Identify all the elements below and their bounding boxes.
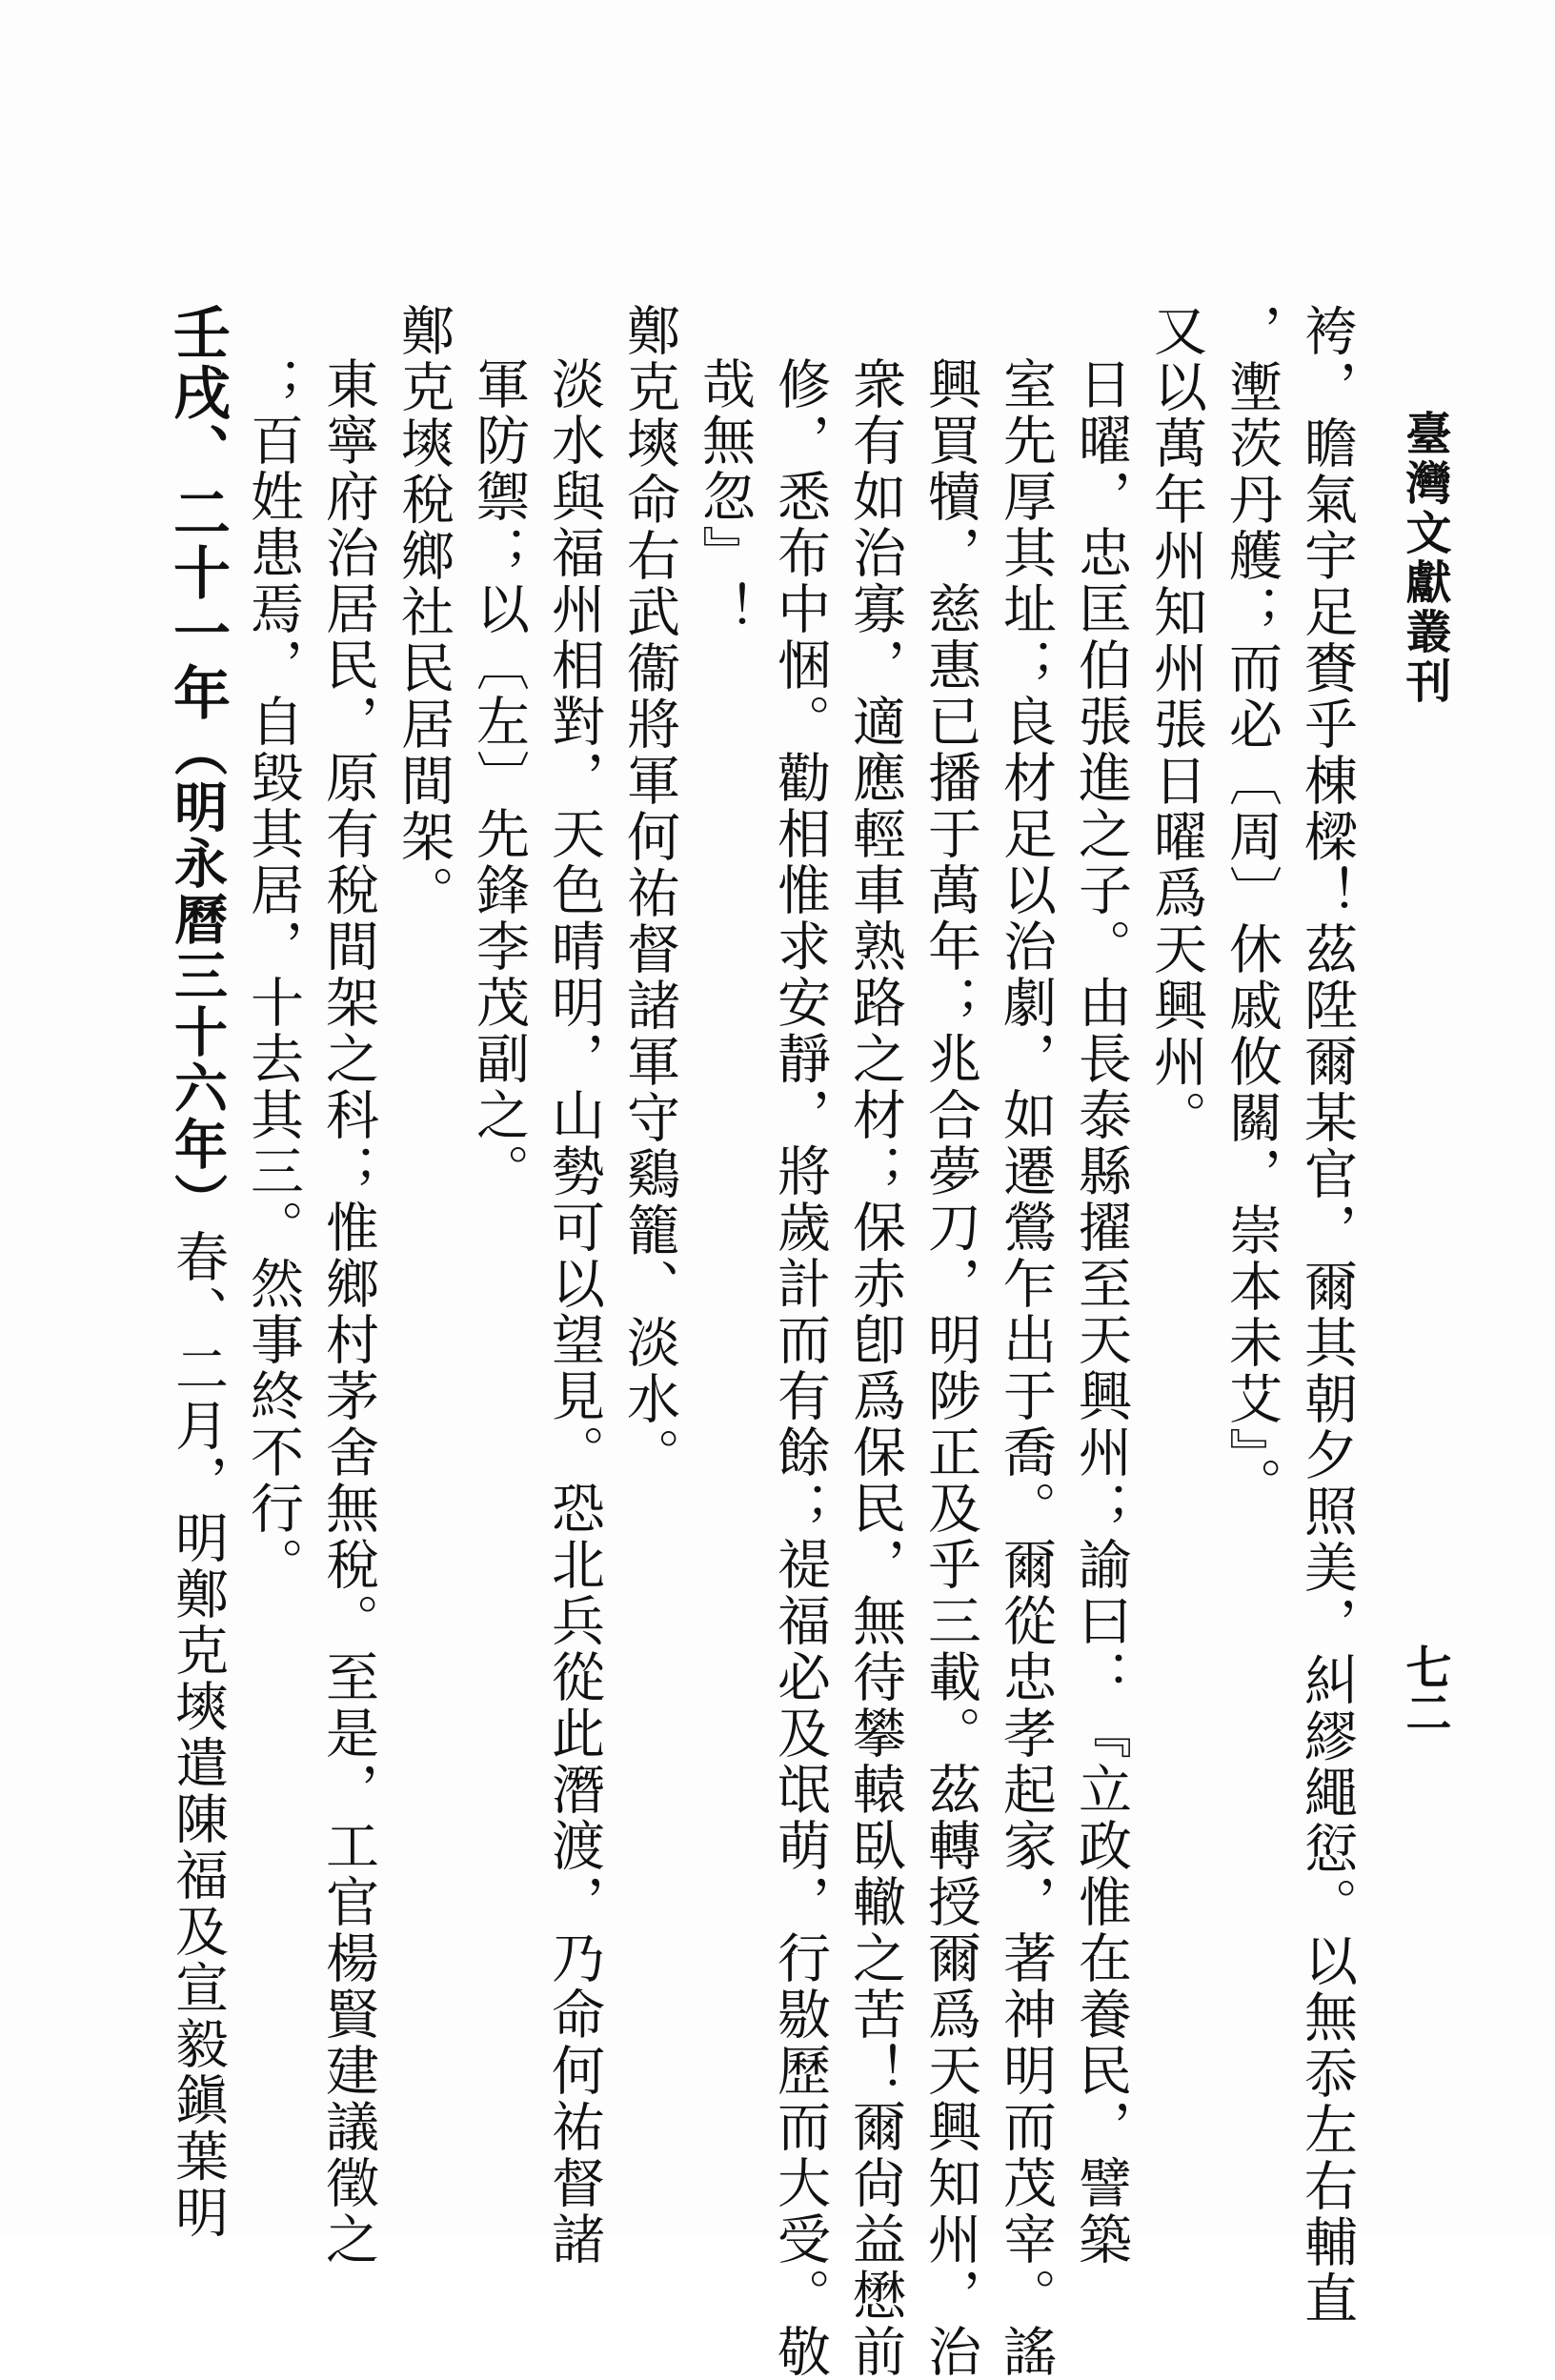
paragraph: 日曜，忠匡伯張進之子。由長泰縣擢至天興州；諭曰：『立政惟在養民，譬築 室先厚其址；良材足以治劇，如遷鶯乍出于喬。爾從忠孝起家，著神明而茂宰。謠 興買犢，慈惠已播于萬年；兆合夢刀，明陟正及乎三載。茲轉授爾爲天興知州，治 衆有如治寡，適應輕車熟路之材；保赤卽爲保民，無待攀轅臥轍之苦！爾尙益懋前 修，悉布中悃。勸相惟求安靜，將歲計而有餘；禔福必及氓萌，行敭歷而大受。敬 哉無忽』！	[694, 356, 1132, 2380]
paragraph: 袴，瞻氣宇足賚乎棟樑！茲陞爾某官，爾其朝夕照美，糾繆繩愆。以無忝左右輔直 ，壍茨丹艧；而必〔周〕休戚攸關，崇本未艾』。	[1221, 303, 1358, 2327]
year-label: 壬戌、二十一年	[164, 303, 231, 723]
running-title: 臺灣文獻叢刊	[1398, 410, 1451, 707]
era-label: （明永曆三十六年）	[166, 723, 229, 1229]
paragraph: 淡水與福州相對，天色晴明，山勢可以望見。恐北兵從此潛渡，乃命何祐督諸 軍防禦；以〔左〕先鋒李茂副之。	[468, 356, 605, 2268]
page-number: 七二	[1398, 1644, 1451, 1735]
paragraph: 東寧府治居民，原有稅間架之科；惟鄉村茅舍無稅。至是，工官楊賢建議徵之 ；百姓患焉，自毀其居，十去其三。然事終不行。	[242, 356, 379, 2268]
paragraph: 鄭克塽命右武衞將軍何祐督諸軍守鷄籠、淡水。	[618, 303, 680, 1483]
paragraph: 鄭克塽稅鄉社民居間架。	[393, 303, 454, 921]
body-text	[159, 303, 1364, 2380]
paragraph: 又以萬年州知州張日曜爲天興州。	[1145, 303, 1207, 1146]
year-entry	[159, 303, 235, 2241]
year-text: 春、二月，明鄭克塽遣陳福及宣毅鎭葉明	[167, 1229, 229, 2241]
